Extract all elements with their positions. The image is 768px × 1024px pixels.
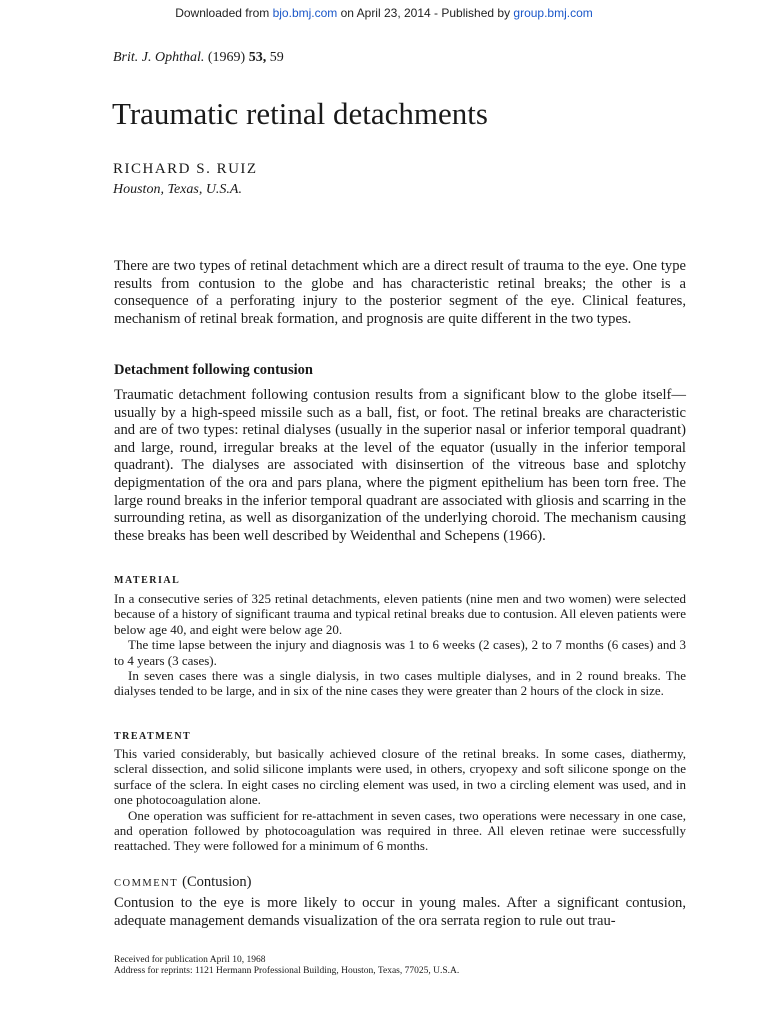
- comment-heading: [114, 873, 251, 891]
- journal-citation: [113, 50, 284, 66]
- treatment-paragraph-2: One operation was sufficient for re-attachment in seven cases, two operations were necessary in one case, and operation followed by photocoagulation was required in three. All eleven retinae were successfully reattached. They were followed for a minimum of 6 months.: [114, 807, 686, 854]
- abstract-paragraph: There are two types of retinal detachment which are a direct result of trauma to the eye. One type results from contusion to the globe and has characteristic retinal breaks; the other is a consequence of a perforating injury to the posterior segment of the eye. Clinical features, mechanism of retinal break formation, and prognosis are quite different in the two types.: [114, 258, 686, 327]
- author-name: RICHARD S. RUIZ: [113, 161, 258, 177]
- journal-site-link[interactable]: bjo.bmj.com: [272, 6, 338, 20]
- section-heading-contusion: Detachment following contusion: [114, 362, 313, 378]
- material-paragraph-1: In a consecutive series of 325 retinal detachments, eleven patients (nine men and two women) were selected because of a history of significant trauma and typical retinal breaks due to contusion. All eleven patients were below age 40, and eight were below age 20.: [114, 591, 686, 637]
- comment-heading-label: COMMENT: [114, 878, 179, 889]
- citation-year: (1969): [207, 50, 246, 65]
- material-paragraph-3: In seven cases there was a single dialysis, in two cases multiple dialyses, and in 2 round breaks. The dialyses tended to be large, and in six of the nine cases they were greater than 2 hours of the clock in size.: [114, 668, 686, 699]
- comment-heading-sub: (Contusion): [182, 874, 252, 890]
- treatment-section: [114, 746, 686, 854]
- download-banner: [0, 6, 768, 20]
- download-prefix: Downloaded from: [175, 6, 273, 20]
- material-paragraph-2: The time lapse between the injury and diagnosis was 1 to 6 weeks (2 cases), 2 to 7 months (6 cases) and 3 to 4 years (3 cases).: [114, 637, 686, 668]
- author-affiliation: Houston, Texas, U.S.A.: [113, 182, 242, 197]
- article-title: Traumatic retinal detachments: [112, 96, 488, 131]
- contusion-paragraph: Traumatic detachment following contusion results from a significant blow to the globe itself—usually by a high-speed missile such as a ball, fist, or foot. The retinal breaks are characteristic and are of two types: retinal dialyses (usually in the superior nasal or inferior temporal quadrant) and large, round, irregular breaks at the level of the equator (usually in the inferior temporal quadrant). The dialyses are associated with disinsertion of the vitreous base and splotchy depigmentation of the ora and pars plana, where the pigment epithelium has been torn free. The large round breaks in the inferior temporal quadrant are associated with gliosis and scarring in the surrounding retina, as well as disorganization of the underlying choroid. The mechanism causing these breaks has been well described by Weidenthal and Schepens (1966).: [114, 387, 686, 544]
- publisher-group-link[interactable]: group.bmj.com: [513, 6, 593, 20]
- comment-paragraph: Contusion to the eye is more likely to occur in young males. After a significant contusion, adequate management demands visualization of the ora serrata region to rule out trau-: [114, 895, 686, 929]
- footnote-received: Received for publication April 10, 1968: [114, 955, 266, 965]
- download-middle: on April 23, 2014 - Published by: [337, 6, 514, 20]
- footnote-address: Address for reprints: 1121 Hermann Professional Building, Houston, Texas, 77025, U.S.A.: [114, 965, 460, 976]
- citation-page: 59: [269, 50, 284, 65]
- footnotes: [114, 955, 459, 976]
- treatment-heading: TREATMENT: [114, 731, 192, 742]
- treatment-paragraph-1: This varied considerably, but basically achieved closure of the retinal breaks. In some cases, diathermy, scleral dissection, and solid silicone implants were used, in others, cryopexy and soft silicone sponge on the surface of the sclera. In eight cases no circling element was used, in two a circling element was used, and in one photocoagulation alone.: [114, 746, 686, 808]
- citation-volume: 53,: [248, 50, 267, 65]
- material-section: [114, 591, 686, 699]
- material-heading: MATERIAL: [114, 575, 181, 586]
- citation-journal: Brit. J. Ophthal.: [113, 50, 205, 65]
